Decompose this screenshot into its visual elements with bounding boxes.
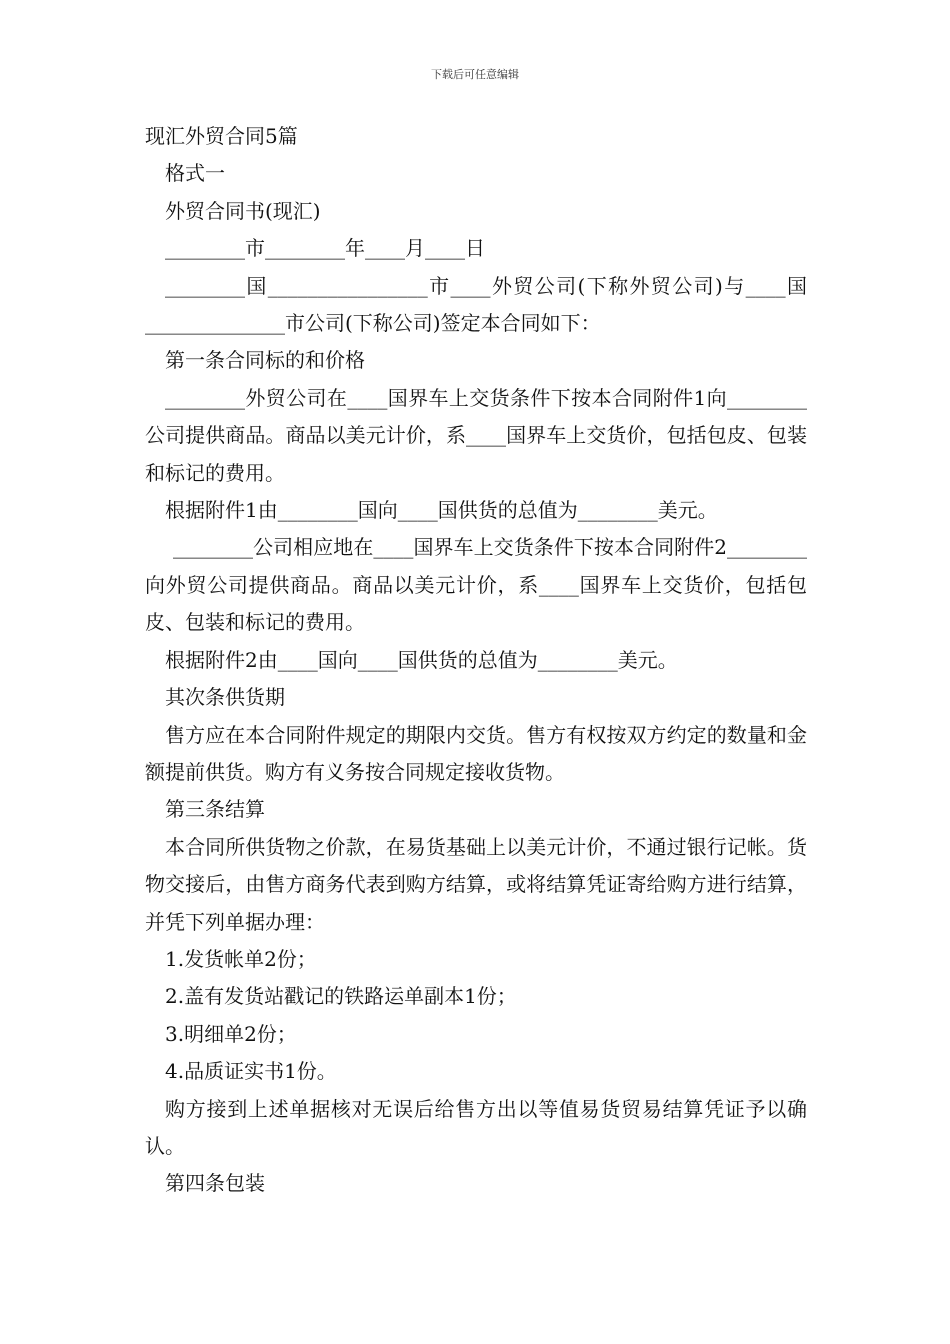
format-label: 格式一 [165,161,225,186]
contract-title: 外贸合同书(现汇) [165,198,321,223]
article-1-paragraph-1: ________外贸公司在____国界车上交货条件下按本合同附件1向________公司提供商品。商品以美元计价，系____国界车上交货价，包括包皮、包装和标记的费用。 [145,385,807,485]
article-1-paragraph-4: 根据附件2由____国向____国供货的总值为________美元。 [165,647,678,672]
article-3-heading: 第三条结算 [165,797,265,822]
article-1-paragraph-2: 根据附件1由________国向____国供货的总值为________美元。 [165,498,718,523]
document-body [145,118,807,1203]
list-item: 1.发货帐单2份； [165,946,317,971]
list-item: 4.品质证实书1份。 [165,1059,337,1084]
document-title: 现汇外贸合同5篇 [145,124,298,148]
article-2-heading: 其次条供货期 [165,685,285,710]
article-3-paragraph: 本合同所供货物之价款，在易货基础上以美元计价，不通过银行记帐。货物交接后，由售方商务代表到购方结算，或将结算凭证寄给购方进行结算，并凭下列单据办理： [145,834,807,934]
article-3-closing: 购方接到上述单据核对无误后给售方出以等值易货贸易结算凭证予以确认。 [145,1096,807,1158]
list-item: 2.盖有发货站戳记的铁路运单副本1份； [165,984,517,1009]
article-1-heading: 第一条合同标的和价格 [165,348,365,373]
place-date-line: ________市________年____月____日 [165,236,485,261]
list-item: 3.明细单2份； [165,1021,297,1046]
article-4-heading: 第四条包装 [165,1171,265,1196]
page-header: 下载后可任意编辑 [431,68,519,81]
article-1-paragraph-3: ________公司相应地在____国界车上交货条件下按本合同附件2________向外贸公司提供商品。商品以美元计价，系____国界车上交货价，包括包皮、包装和标记的费用。 [145,535,807,635]
parties-paragraph: ________国________________市____外贸公司(下称外贸公司)与____国______________市公司(下称公司)签定本合同如下： [145,273,807,336]
article-2-paragraph: 售方应在本合同附件规定的期限内交货。售方有权按双方约定的数量和金额提前供货。购方有义务按合同规定接收货物。 [145,722,807,784]
